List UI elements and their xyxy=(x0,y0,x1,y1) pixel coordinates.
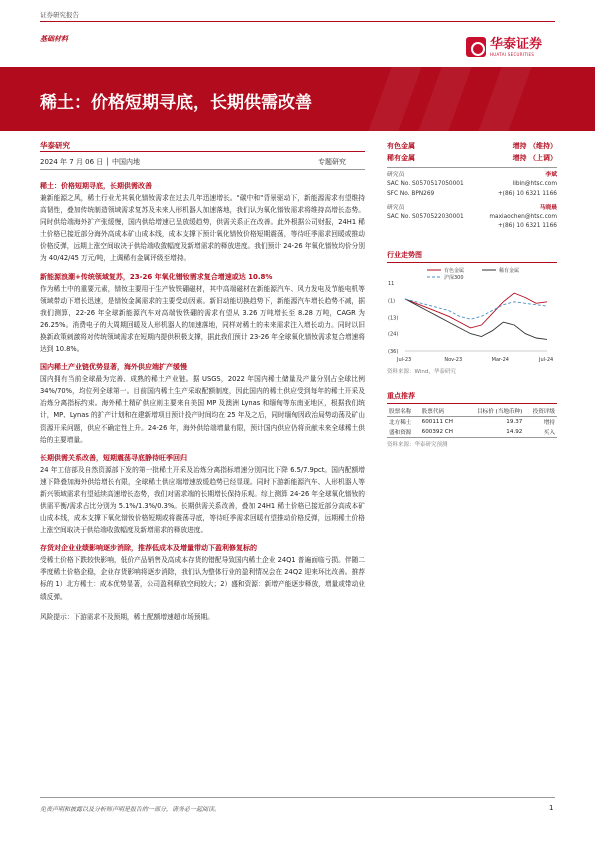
analyst-cert: SAC No. S0570522030001 xyxy=(387,214,464,221)
recommend-header-row xyxy=(387,406,557,417)
target-price: 14.92 xyxy=(506,428,523,435)
rating-sector: 有色金属 xyxy=(387,142,415,150)
x-tick-label: Nov-23 xyxy=(444,356,463,363)
section-heading: 国内稀土产业链优势显著，海外供应端扩产缓慢 xyxy=(40,363,187,372)
section-text: 受稀土价格下跌较快影响，低价产品销售及高成本存货的错配导致国内稀土企业 24Q1 普遍面临亏损。伴随二季度稀土价格企稳，企业存货影响将逐步消除，我们认为整体行业的盈利情况会在 24Q2 迎来环比改善。推荐标的 1）北方稀土：成本优势显著，公司盈利释放空间较大；2）盛和资源：新增产能逐步释放，增量或带动业绩反弹。 xyxy=(40,556,365,601)
rating: 增持 xyxy=(543,419,555,426)
recommend-source: 资料来源：华泰研究预测 xyxy=(387,441,448,448)
y-tick-label: (36) xyxy=(388,348,399,355)
analyst-role: 研究员 xyxy=(387,204,405,211)
section-1 xyxy=(40,180,365,265)
report-date: 2024 年 7 月 06 日 │ 中国内地 xyxy=(40,158,140,166)
date-rule xyxy=(40,169,365,170)
report-title: 稀土：价格短期寻底，长期供需改善 xyxy=(40,93,312,113)
stock-code: 600111 CH xyxy=(421,418,453,425)
section-heading: 存货对企业业绩影响逐步消除，推荐低成本及增量带动下盈利修复标的 xyxy=(40,544,257,553)
org-rule xyxy=(40,151,365,152)
x-tick-label: Jul-23 xyxy=(397,356,412,363)
analyst-cert: SFC No. BPN269 xyxy=(387,190,435,197)
logo-en-text: HUATAI SECURITIES xyxy=(490,51,535,57)
section-text: 国内拥有当前全球最为完善、成熟的稀土产业链。据 USGS，2022 年国内稀土储量及产量分别占全球比例 34%/70%，均位列全球第一。目前国内稀土生产采取配额制度，因此国内的稀土供应受到每年的稀土开采及冶炼分离指标约束。海外稀土精矿供应则主要来自美国 MP 及澳洲 Lynas 和缅甸等东南亚地区，根据我们统计，MP、Lynas 的扩产计划和在建新增项目预计投产时间均在 25 年及之后，同时缅甸因政治局势动荡及矿山资源开采问题，供应不确定性上升。24-26 年，海外供给端增量有限，预计国内供应仍将贡献未来全球稀土供给的主要增量。 xyxy=(40,375,365,444)
section-5 xyxy=(40,542,365,602)
analyst-name: 李斌 xyxy=(545,172,557,178)
section-heading: 新能源浪潮+传统领域复苏，23-26 年氧化镨钕需求复合增速或达 10.8% xyxy=(40,272,273,281)
col-header: 股票名称 xyxy=(389,408,412,415)
stock-name: 北方稀土 xyxy=(389,419,412,426)
analyst-email[interactable]: libin@htsc.com xyxy=(512,181,557,188)
trend-chart xyxy=(387,265,557,365)
section-heading: 稀土：价格短期寻底，长期供需改善 xyxy=(40,182,152,190)
section-tag: 基础材料 xyxy=(40,35,68,43)
recommend-title: 重点推荐 xyxy=(387,391,415,400)
y-tick-label: (13) xyxy=(388,315,399,322)
analyst-role: 研究员 xyxy=(387,172,405,178)
trend-rule xyxy=(387,262,557,263)
legend-label: 沪深300 xyxy=(444,274,464,281)
trend-chart-title: 行业走势图 xyxy=(387,250,422,259)
section-text: 作为稀土中的重要元素，镨钕主要用于生产钕铁硼磁材，其中高端磁材在新能源汽车、风力发电及节能电机等领域带动下增长迅速，是镨钕金属需求的主要受动因素。新旧动能切换趋势下，新能源汽车增长趋势不减，据我们测算，22-26 年全球新能源汽车对高端钕铁硼的需求有望从 3.26 万吨增长至 8.28 万吨，CAGR 为 26.25%。消费电子的大周期回暖及人形机器人的加速落地，同样对稀土的未来需求注入增长动力。同时以旧换新政策刺激将对传统领域需求在短期内提供积极支撑，据此我们预计 23-26 年全球氧化镨钕需求复合增速将达到 10.8%。 xyxy=(40,284,365,354)
y-tick-label: (1) xyxy=(388,298,396,305)
series-line-3 xyxy=(405,299,547,319)
col-header: 股票代码 xyxy=(421,408,445,415)
stock-code: 600392 CH xyxy=(421,428,453,435)
analyst-card xyxy=(387,204,557,232)
col-header: 投资评级 xyxy=(532,408,555,415)
footer-disclaimer: 免责声明和披露以及分析师声明是报告的一部分，请务必一起阅读。 xyxy=(40,806,221,813)
doc-type: 专题研究 xyxy=(318,158,346,166)
section-4 xyxy=(40,452,365,537)
rating-value: 增持 （维持） xyxy=(512,142,557,150)
section-heading: 长期供需关系改善，短期震荡寻底静待旺季回归 xyxy=(40,453,187,462)
legend-label: 稀有金属 xyxy=(499,267,520,274)
x-tick-label: Mar-24 xyxy=(491,356,509,363)
rating-row xyxy=(387,140,557,152)
top-rule xyxy=(40,21,555,22)
analyst-email[interactable]: maxiaochen@htsc.com xyxy=(489,214,557,221)
analyst-cert: SAC No. S0570517050001 xyxy=(387,181,464,188)
col-header: 目标价 (当地币种) xyxy=(477,408,523,415)
footer-rule xyxy=(40,797,555,798)
rating-sector: 稀有金属 xyxy=(387,154,415,162)
table-row xyxy=(387,416,557,427)
rating-rule xyxy=(387,167,557,168)
rating-panel xyxy=(387,140,557,448)
analyst-phone: +(86) 10 6321 1166 xyxy=(497,223,557,230)
target-price: 19.37 xyxy=(506,418,523,425)
risk-note: 风险提示：下游需求不及预期，稀土配额增速超市场预期。 xyxy=(40,612,214,621)
rating-value: 增持 （上调） xyxy=(512,154,557,162)
analyst-name: 马晓晨 xyxy=(539,204,557,211)
logo-cn-text: 华泰证券 xyxy=(490,36,543,52)
analyst-card xyxy=(387,171,557,199)
table-row xyxy=(387,427,557,438)
section-3 xyxy=(40,361,365,446)
rating: 买入 xyxy=(543,429,555,436)
stock-name: 盛和资源 xyxy=(389,429,412,436)
rating-row xyxy=(387,152,557,164)
section-2 xyxy=(40,271,365,356)
legend-label: 有色金属 xyxy=(444,267,465,274)
analyst-phone: +(86) 10 6321 1166 xyxy=(497,190,557,197)
report-kicker: 证券研究报告 xyxy=(40,11,79,19)
y-tick-label: (24) xyxy=(388,331,399,338)
section-text: 24 年工信部及自然资源部下发的第一批稀土开采及冶炼分离指标增速分别同比下降 6.5/7.9pct。国内配额增速下降叠加海外供给增长有限，全球稀土供应端增速放缓趋势已经显现。同时下游新能源汽车、人形机器人等新兴领域需求有望延续高速增长态势，我们对需求端的长期增长保持乐观。综上测算 24-26 年全球氧化镨钕的供需平衡/需求占比分别为 5.1%/1.3%/0.3%。长期供需关系改善，叠加 24H1 稀土价格已接近部分高成本矿山成本线，成本支撑下氧化镨钕价格短期或将震荡寻底，等待旺季需求回暖有望推动价格反弹，远期稀土价格上涨空间取决于供给端收敛幅度及新增需求的释放进度。 xyxy=(40,465,365,535)
x-tick-label: Jul-24 xyxy=(539,356,554,363)
trend-source: 资料来源：Wind，华泰研究 xyxy=(387,368,456,375)
recommend-table xyxy=(387,406,557,438)
page-number: 1 xyxy=(549,804,554,812)
org-name: 华泰研究 xyxy=(40,141,70,150)
y-tick-label: 11 xyxy=(388,280,395,287)
huatai-logo xyxy=(466,34,556,60)
recommend-rule xyxy=(387,403,557,404)
main-body xyxy=(40,180,365,623)
section-text: 兼新能源之风，稀土行业尤其氧化镨钕需求在过去几年迅速增长。"碳中和"背景驱动下，新能源需求有望维持高韧性，叠加传统制造领域需求复苏及未来人形机器人加速落地，我们认为氧化镨钕需求将维持高增长态势。同时供给端海外扩产张缓慢，国内供给增速已呈放缓趋势，供需关系正在改善。此外根据公司财报，24H1 稀土价格已接近部分海外高成本矿山成本线，成本支撑下预计氧化镨钕价格短期震荡，等待旺季需求回暖或推动价格反弹，远期上涨空间取决于供给端收敛幅度及新增需求的释放进度。我们预计 24-26 年氧化镨钕均价分别为 40/42/45 万元/吨，上调稀有金属评级至增持。 xyxy=(40,194,365,263)
logo-mark-icon xyxy=(466,37,486,57)
